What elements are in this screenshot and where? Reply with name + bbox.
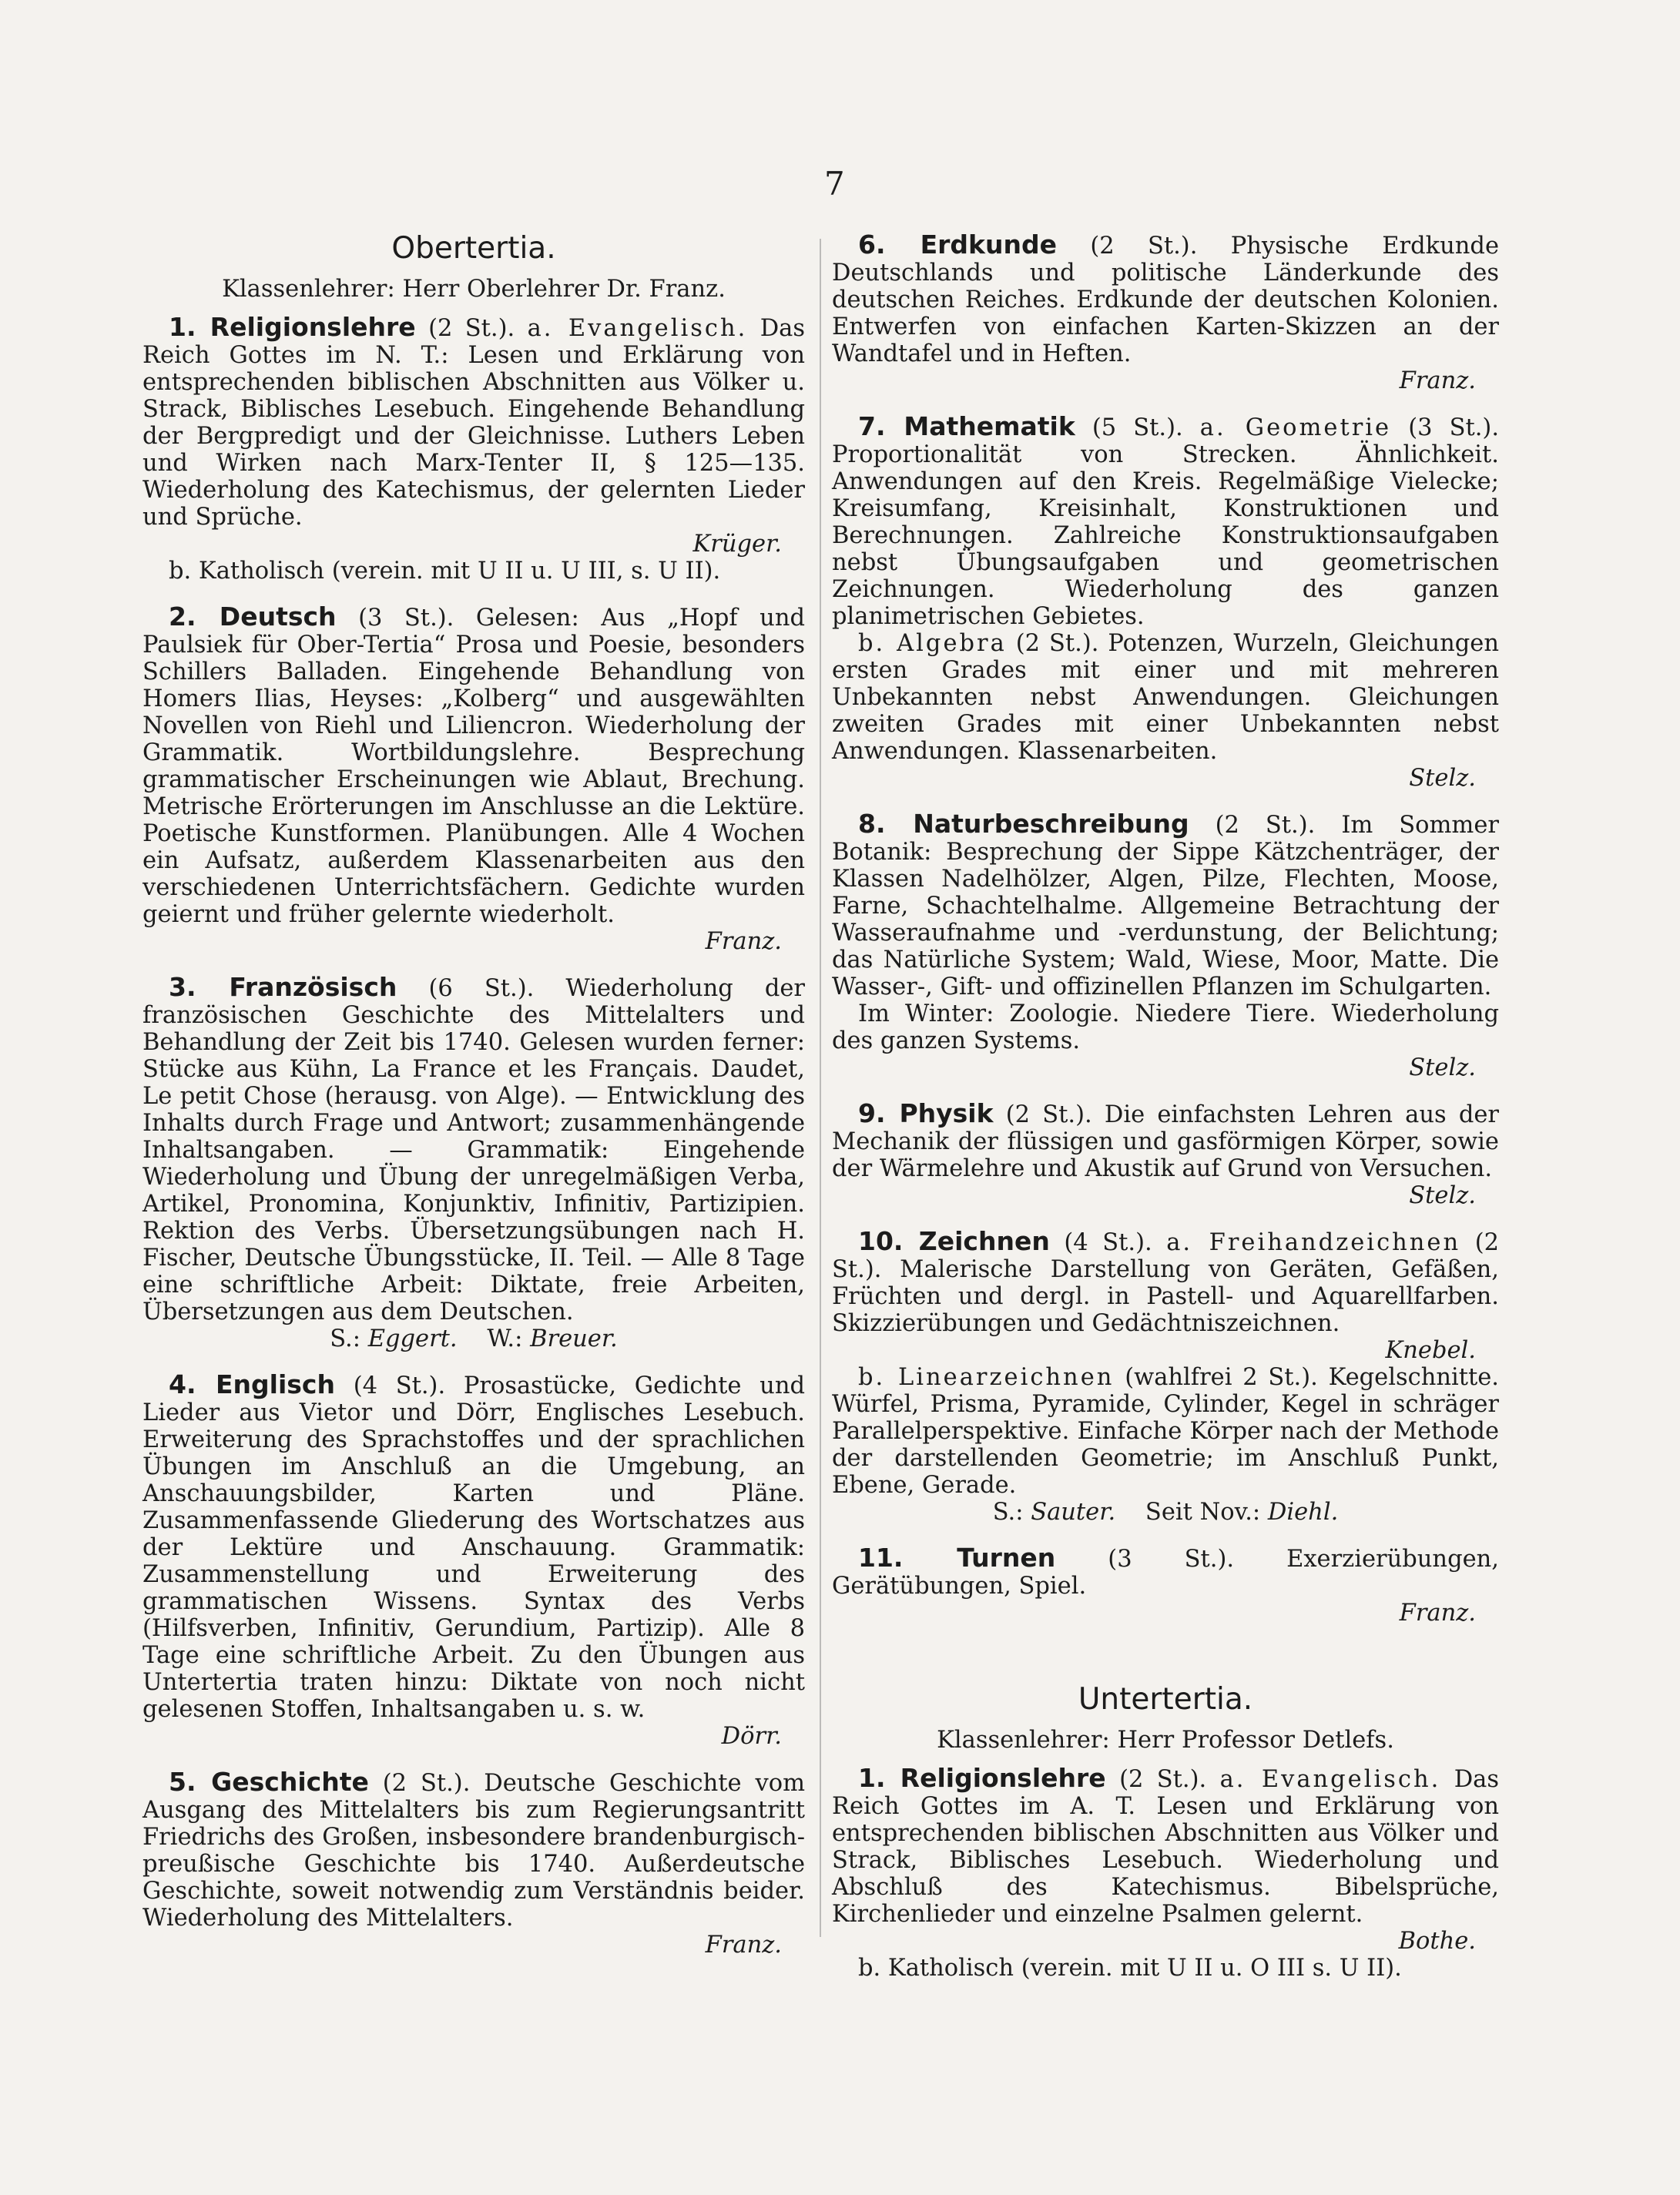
subject-erdkunde [832,231,1499,394]
subject-text: Deutsche Geschichte vom Ausgang des Mittelalters bis zum Regierungsantritt Friedrichs des Großen, insbesondere brandenburgisch-preußische Geschichte bis 1740. Außerdeutsche Geschichte, soweit notwendig zum Verständnis beider. Wiederholung des Mittelalters. [143,1770,805,1932]
subject-text: Im Sommer Botanik: Besprechung der Sippe Kätzchenträger, der Klassen Nadelhölzer, Algen, Pilze, Flechten, Moose, Farne, Schachtelhalme. Allgemeine Betrachtung der Wasseraufnahme und -verdunstung, der Belichtung; das Natürliche System; Wald, Wiese, Moor, Matte. Die Wasser-, Gift- und offizinellen Pflanzen im Schulgarten. [832,812,1499,1000]
subject-mathematik [832,413,1499,792]
subject-englisch [143,1371,805,1750]
teacher-signature-summer: Sauter. [1031,1499,1116,1526]
subject-heading: 9. Physik [858,1098,994,1128]
left-column [143,231,805,1977]
subject-heading: 11. Turnen [858,1543,1056,1573]
teacher-name: Herr Oberlehrer Dr. Franz. [402,276,726,303]
teacher-signature: Franz. [705,1932,782,1959]
subject-part-b: b. Algebra [858,630,1007,657]
section-title-obertertia: Obertertia. [391,231,556,266]
subject-hours: (3 St.). [358,605,454,632]
teacher-signature: Franz. [1399,1600,1476,1627]
subject-part-a: a. Evangelisch. [1219,1766,1441,1793]
subject-text: Das Reich Gottes im N. T.: Lesen und Erklärung von entsprechenden biblischen Abschnitten aus Völker u. Strack, Biblisches Lesebuch. Eingehende Behandlung der Bergpredigt und der Gleichnisse. Luthers Leben und Wirken nach Marx-Tenter II, § 125—135. Wiederholung des Katechismus, der gelernten Lieder und Sprüche. [143,315,805,531]
teacher-signature-summer: Eggert. [367,1325,458,1352]
teacher-signature: Stelz. [1409,1054,1476,1081]
subject-text: (3 St.). Proportionalität von Strecken. Ähnlichkeit. Anwendungen auf den Kreis. Regelmäßige Vielecke; Kreisumfang, Kreisinhalt, Konstruktionen und Berechnungen. Zahlreiche Konstruktionsaufgaben nebst Übungsaufgaben und geometrischen Zeichnungen. Wiederholung des ganzen planimetrischen Gebietes. [832,414,1500,630]
teacher-label: Klassenlehrer: [937,1727,1110,1754]
teacher-signature: Dörr. [721,1723,782,1750]
subject-hours: (2 St.). [428,315,515,342]
subject-hours: (2 St.). [382,1770,471,1797]
subject-text: (2 St.). Malerische Darstellung von Geräten, Gefäßen, Früchten und dergl. in Pastell- und Aquarellfarben. Skizzierübungen und Gedächtniszeichnen. [832,1229,1499,1337]
column-divider [820,239,821,1937]
teacher-signature-nov: Diehl. [1267,1499,1339,1526]
subject-text-winter: Im Winter: Zoologie. Niedere Tiere. Wiederholung des ganzen Systems. [832,1000,1499,1054]
subject-heading: 5. Geschichte [169,1767,369,1797]
signature-line [143,1325,805,1352]
teacher-signature: Franz. [1399,367,1476,394]
teacher-label: Klassenlehrer: [222,276,395,303]
subject-zeichnen [832,1228,1499,1526]
teacher-signature-winter: Breuer. [530,1325,618,1352]
subject-text: Gelesen: Aus „Hopf und Paulsiek für Ober-Tertia“ Prosa und Poesie, besonders Schillers Balladen. Eingehende Behandlung von Homers Ilias, Heyses: „Kolberg“ und ausgewählten Novellen von Riehl und Liliencron. Wiederholung der Grammatik. Wortbildungslehre. Besprechung grammatischer Erscheinungen wie Ablaut, Brechung. Metrische Erörterungen im Anschlusse an die Lektüre. Poetische Kunstformen. Planübungen. Alle 4 Wochen ein Aufsatz, außerdem Klassenarbeiten aus den verschiedenen Unterrichtsfächern. Gedichte wurden geiernt und früher gelernte wiederholt. [143,605,805,928]
teacher-signature: Bothe. [1398,1928,1476,1955]
subject-religion [143,313,805,585]
subject-part-b: b. Katholisch (verein. mit U II u. U III, s. U II). [169,558,721,585]
teacher-signature: Stelz. [1409,1182,1476,1209]
subject-heading: 8. Naturbeschreibung [858,809,1189,839]
untertertia-section [832,1682,1499,1982]
right-column [832,231,1499,2000]
subject-part-a: a. Geometrie [1199,414,1392,441]
teacher-signature: Krüger. [692,531,782,558]
teacher-signature: Franz. [705,928,782,955]
subject-part-a: a. Evangelisch. [527,315,748,342]
subject-part-a: a. Freihandzeichnen [1166,1229,1461,1256]
signature-summer-label: S.: [330,1325,360,1352]
subject-text-b: (2 St.). Potenzen, Wurzeln, Gleichungen ersten Grades mit einer und mit mehreren Unbekannten nebst Anwendungen. Gleichungen zweiten Grades mit einer Unbekannten nebst Anwendungen. Klassenarbeiten. [832,630,1499,765]
signature-winter-label: W.: [487,1325,523,1352]
class-teacher [832,1727,1499,1754]
subject-heading: 1. Religionslehre [169,312,416,342]
subject-geschichte [143,1768,805,1959]
subject-text: Die einfachsten Lehren aus der Mechanik der flüssigen und gasförmigen Körper, sowie der Wärmelehre und Akustik auf Grund von Versuchen. [832,1101,1499,1182]
section-title-untertertia: Untertertia. [1078,1682,1253,1717]
page-number: 7 [824,165,845,203]
subject-text: Wiederholung der französischen Geschichte des Mittelalters und Behandlung der Zeit bis 1740. Gelesen wurden ferner: Stücke aus Kühn, La France et les Français. Daudet, Le petit Chose (herausg. von Alge). — Entwicklung des Inhalts durch Frage und Antwort; zusammenhängende Inhaltsangaben. — Grammatik: Eingehende Wiederholung und Übung der unregelmäßigen Verba, Artikel, Pronomina, Konjunktiv, Infinitiv, Partizipien. Rektion des Verbs. Übersetzungsübungen nach H. Fischer, Deutsche Übungsstücke, II. Teil. — Alle 8 Tage eine schriftliche Arbeit: Diktate, freie Arbeiten, Übersetzungen aus dem Deutschen. [143,975,805,1325]
subject-heading: 10. Zeichnen [858,1226,1050,1256]
subject-hours: (2 St.). [1090,233,1198,260]
subject-heading: 6. Erdkunde [858,230,1057,260]
subject-heading: 3. Französisch [169,972,397,1002]
teacher-signature: Stelz. [1409,765,1476,792]
subject-hours: (3 St.). [1108,1546,1235,1573]
subject-hours: (4 St.). [1064,1229,1152,1256]
subject-religion-untertertia [832,1764,1499,1982]
subject-hours: (2 St.). [1005,1101,1092,1128]
subject-turnen [832,1544,1499,1627]
subject-text: Exerzierübungen, Gerätübungen, Spiel. [832,1546,1499,1600]
subject-text: Das Reich Gottes im A. T. Lesen und Erklärung von entsprechenden biblischen Abschnitten aus Völker und Strack, Biblisches Lesebuch. Wiederholung und Abschluß des Katechismus. Bibelsprüche, Kirchenlieder und einzelne Psalmen gelernt. [832,1766,1499,1928]
subject-part-b: b. Katholisch (verein. mit U II u. O III s. U II). [858,1955,1402,1982]
subject-hours: (5 St.). [1091,414,1183,441]
teacher-name: Herr Professor Detlefs. [1117,1727,1394,1754]
class-teacher [143,276,805,303]
subject-text: Physische Erdkunde Deutschlands und politische Länderkunde des deutschen Reiches. Erdkunde der deutschen Kolonien. Entwerfen von einfachen Karten-Skizzen an der Wandtafel und in Heften. [832,233,1499,367]
subject-heading: 1. Religionslehre [858,1763,1106,1793]
teacher-signature: Knebel. [1385,1337,1476,1364]
signature-nov-label: Seit Nov.: [1145,1499,1261,1526]
subject-text: Prosastücke, Gedichte und Lieder aus Vietor und Dörr, Englisches Lesebuch. Erweiterung des Sprachstoffes und der sprachlichen Übungen im Anschluß an die Umgebung, an Anschauungsbilder, Karten und Pläne. Zusammenfassende Gliederung des Wortschatzes aus der Lektüre und Anschauung. Grammatik: Zusammenstellung und Erweiterung des grammatischen Wissens. Syntax des Verbs (Hilfsverben, Infinitiv, Gerundium, Partizip). Alle 8 Tage eine schriftliche Arbeit. Zu den Übungen aus Untertertia traten hinzu: Diktate von noch nicht gelesenen Stoffen, Inhaltsangaben u. s. w. [143,1372,805,1723]
signature-line [832,1499,1499,1526]
subject-hours: (6 St.). [428,975,535,1002]
subject-hours: (4 St.). [353,1372,446,1399]
subject-heading: 7. Mathematik [858,411,1075,441]
subject-part-b: b. Linearzeichnen [858,1364,1115,1391]
subject-text-b: (wahlfrei 2 St.). Kegelschnitte. Würfel, Prisma, Pyramide, Cylinder, Kegel in schräger Parallelperspektive. Einfache Körper nach der Methode der darstellenden Geometrie; im Anschluß Punkt, Ebene, Gerade. [832,1364,1499,1499]
subject-franzoesisch [143,974,805,1352]
subject-heading: 2. Deutsch [169,602,337,632]
subject-physik [832,1100,1499,1209]
subject-hours: (2 St.). [1215,812,1316,839]
subject-hours: (2 St.). [1119,1766,1207,1793]
signature-summer-label: S.: [992,1499,1024,1526]
subject-heading: 4. Englisch [169,1369,335,1399]
subject-deutsch [143,603,805,955]
subject-naturbeschreibung [832,810,1499,1081]
